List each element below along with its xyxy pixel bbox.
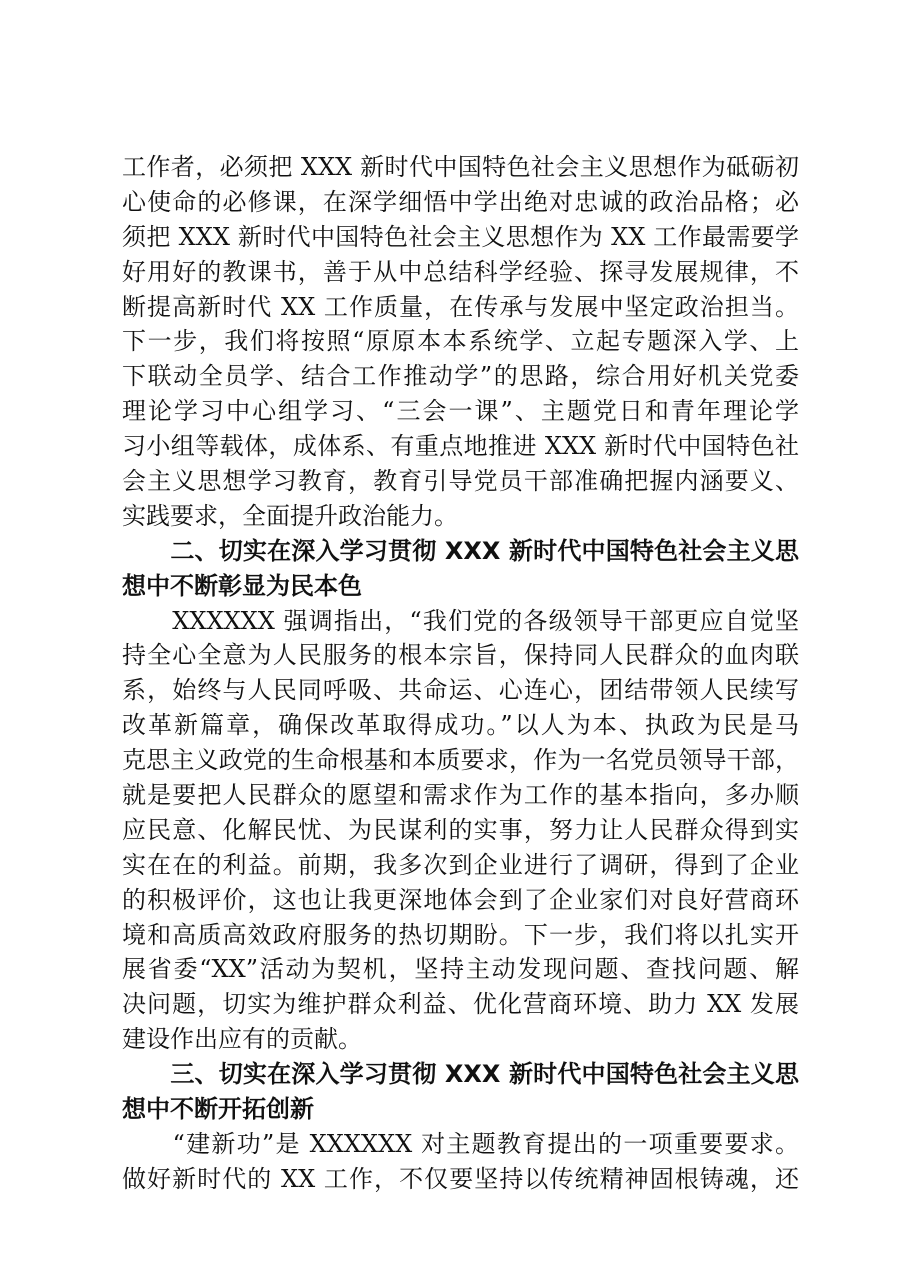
paragraph-1 bbox=[122, 150, 799, 534]
heading-line: 二、切实在深入学习贯彻 XXX 新时代中国特色社会主义思 bbox=[122, 536, 799, 565]
text-line: 理论学习中心组学习、“三会一课”、主题党日和青年理论学 bbox=[122, 397, 799, 426]
section-heading-3 bbox=[122, 1057, 799, 1127]
text-line: 断提高新时代 XX 工作质量，在传承与发展中坚定政治担当。 bbox=[122, 292, 799, 321]
text-line: 实在在的利益。前期，我多次到企业进行了调研，得到了企业 bbox=[122, 850, 799, 879]
text-line: 克思主义政党的生命根基和本质要求，作为一名党员领导干部， bbox=[122, 746, 799, 775]
text-line: 的积极评价，这也让我更深地体会到了企业家们对良好营商环 bbox=[122, 885, 799, 914]
text-line: 好用好的教课书，善于从中总结科学经验、探寻发展规律，不 bbox=[122, 257, 799, 286]
heading-line: 想中不断开拓创新 bbox=[122, 1095, 314, 1124]
text-line: 做好新时代的 XX 工作，不仅要坚持以传统精神固根铸魂，还 bbox=[122, 1164, 799, 1193]
text-line: XXXXXX 强调指出，“我们党的各级领导干部更应自觉坚 bbox=[122, 606, 799, 635]
text-line: 持全心全意为人民服务的根本宗旨，保持同人民群众的血肉联 bbox=[122, 641, 799, 670]
text-line: 应民意、化解民忧、为民谋利的实事，努力让人民群众得到实 bbox=[122, 815, 799, 844]
text-line: 系，始终与人民同呼吸、共命运、心连心，团结带领人民续写 bbox=[122, 676, 799, 705]
text-line: 改革新篇章，确保改革取得成功。”以人为本、执政为民是马 bbox=[122, 711, 799, 740]
text-line: 习小组等载体，成体系、有重点地推进 XXX 新时代中国特色社 bbox=[122, 432, 799, 461]
paragraph-3 bbox=[122, 1127, 799, 1197]
text-line: 境和高质高效政府服务的热切期盼。下一步，我们将以扎实开 bbox=[122, 920, 799, 949]
paragraph-2 bbox=[122, 604, 799, 1058]
text-line: 下联动全员学、结合工作推动学”的思路，综合用好机关党委 bbox=[122, 362, 799, 391]
text-line: “建新功”是 XXXXXX 对主题教育提出的一项重要要求。 bbox=[122, 1129, 799, 1158]
text-line: 就是要把人民群众的愿望和需求作为工作的基本指向，多办顺 bbox=[122, 781, 799, 810]
heading-line: 三、切实在深入学习贯彻 XXX 新时代中国特色社会主义思 bbox=[122, 1060, 799, 1089]
text-line: 决问题，切实为维护群众利益、优化营商环境、助力 XX 发展 bbox=[122, 990, 799, 1019]
section-heading-2 bbox=[122, 534, 799, 604]
text-line: 实践要求，全面提升政治能力。 bbox=[122, 501, 458, 530]
text-line: 展省委“XX”活动为契机，坚持主动发现问题、查找问题、解 bbox=[122, 955, 799, 984]
text-line: 工作者，必须把 XXX 新时代中国特色社会主义思想作为砥砺初 bbox=[122, 153, 799, 181]
heading-line: 想中不断彰显为民本色 bbox=[122, 571, 362, 600]
document-body bbox=[122, 150, 799, 1197]
text-line: 须把 XXX 新时代中国特色社会主义思想作为 XX 工作最需要学 bbox=[122, 222, 799, 251]
text-line: 建设作出应有的贡献。 bbox=[122, 1025, 362, 1054]
text-line: 心使命的必修课，在深学细悟中学出绝对忠诚的政治品格；必 bbox=[122, 187, 799, 216]
text-line: 会主义思想学习教育，教育引导党员干部准确把握内涵要义、 bbox=[122, 467, 799, 496]
text-line: 下一步，我们将按照“原原本本系统学、立起专题深入学、上 bbox=[122, 327, 799, 356]
